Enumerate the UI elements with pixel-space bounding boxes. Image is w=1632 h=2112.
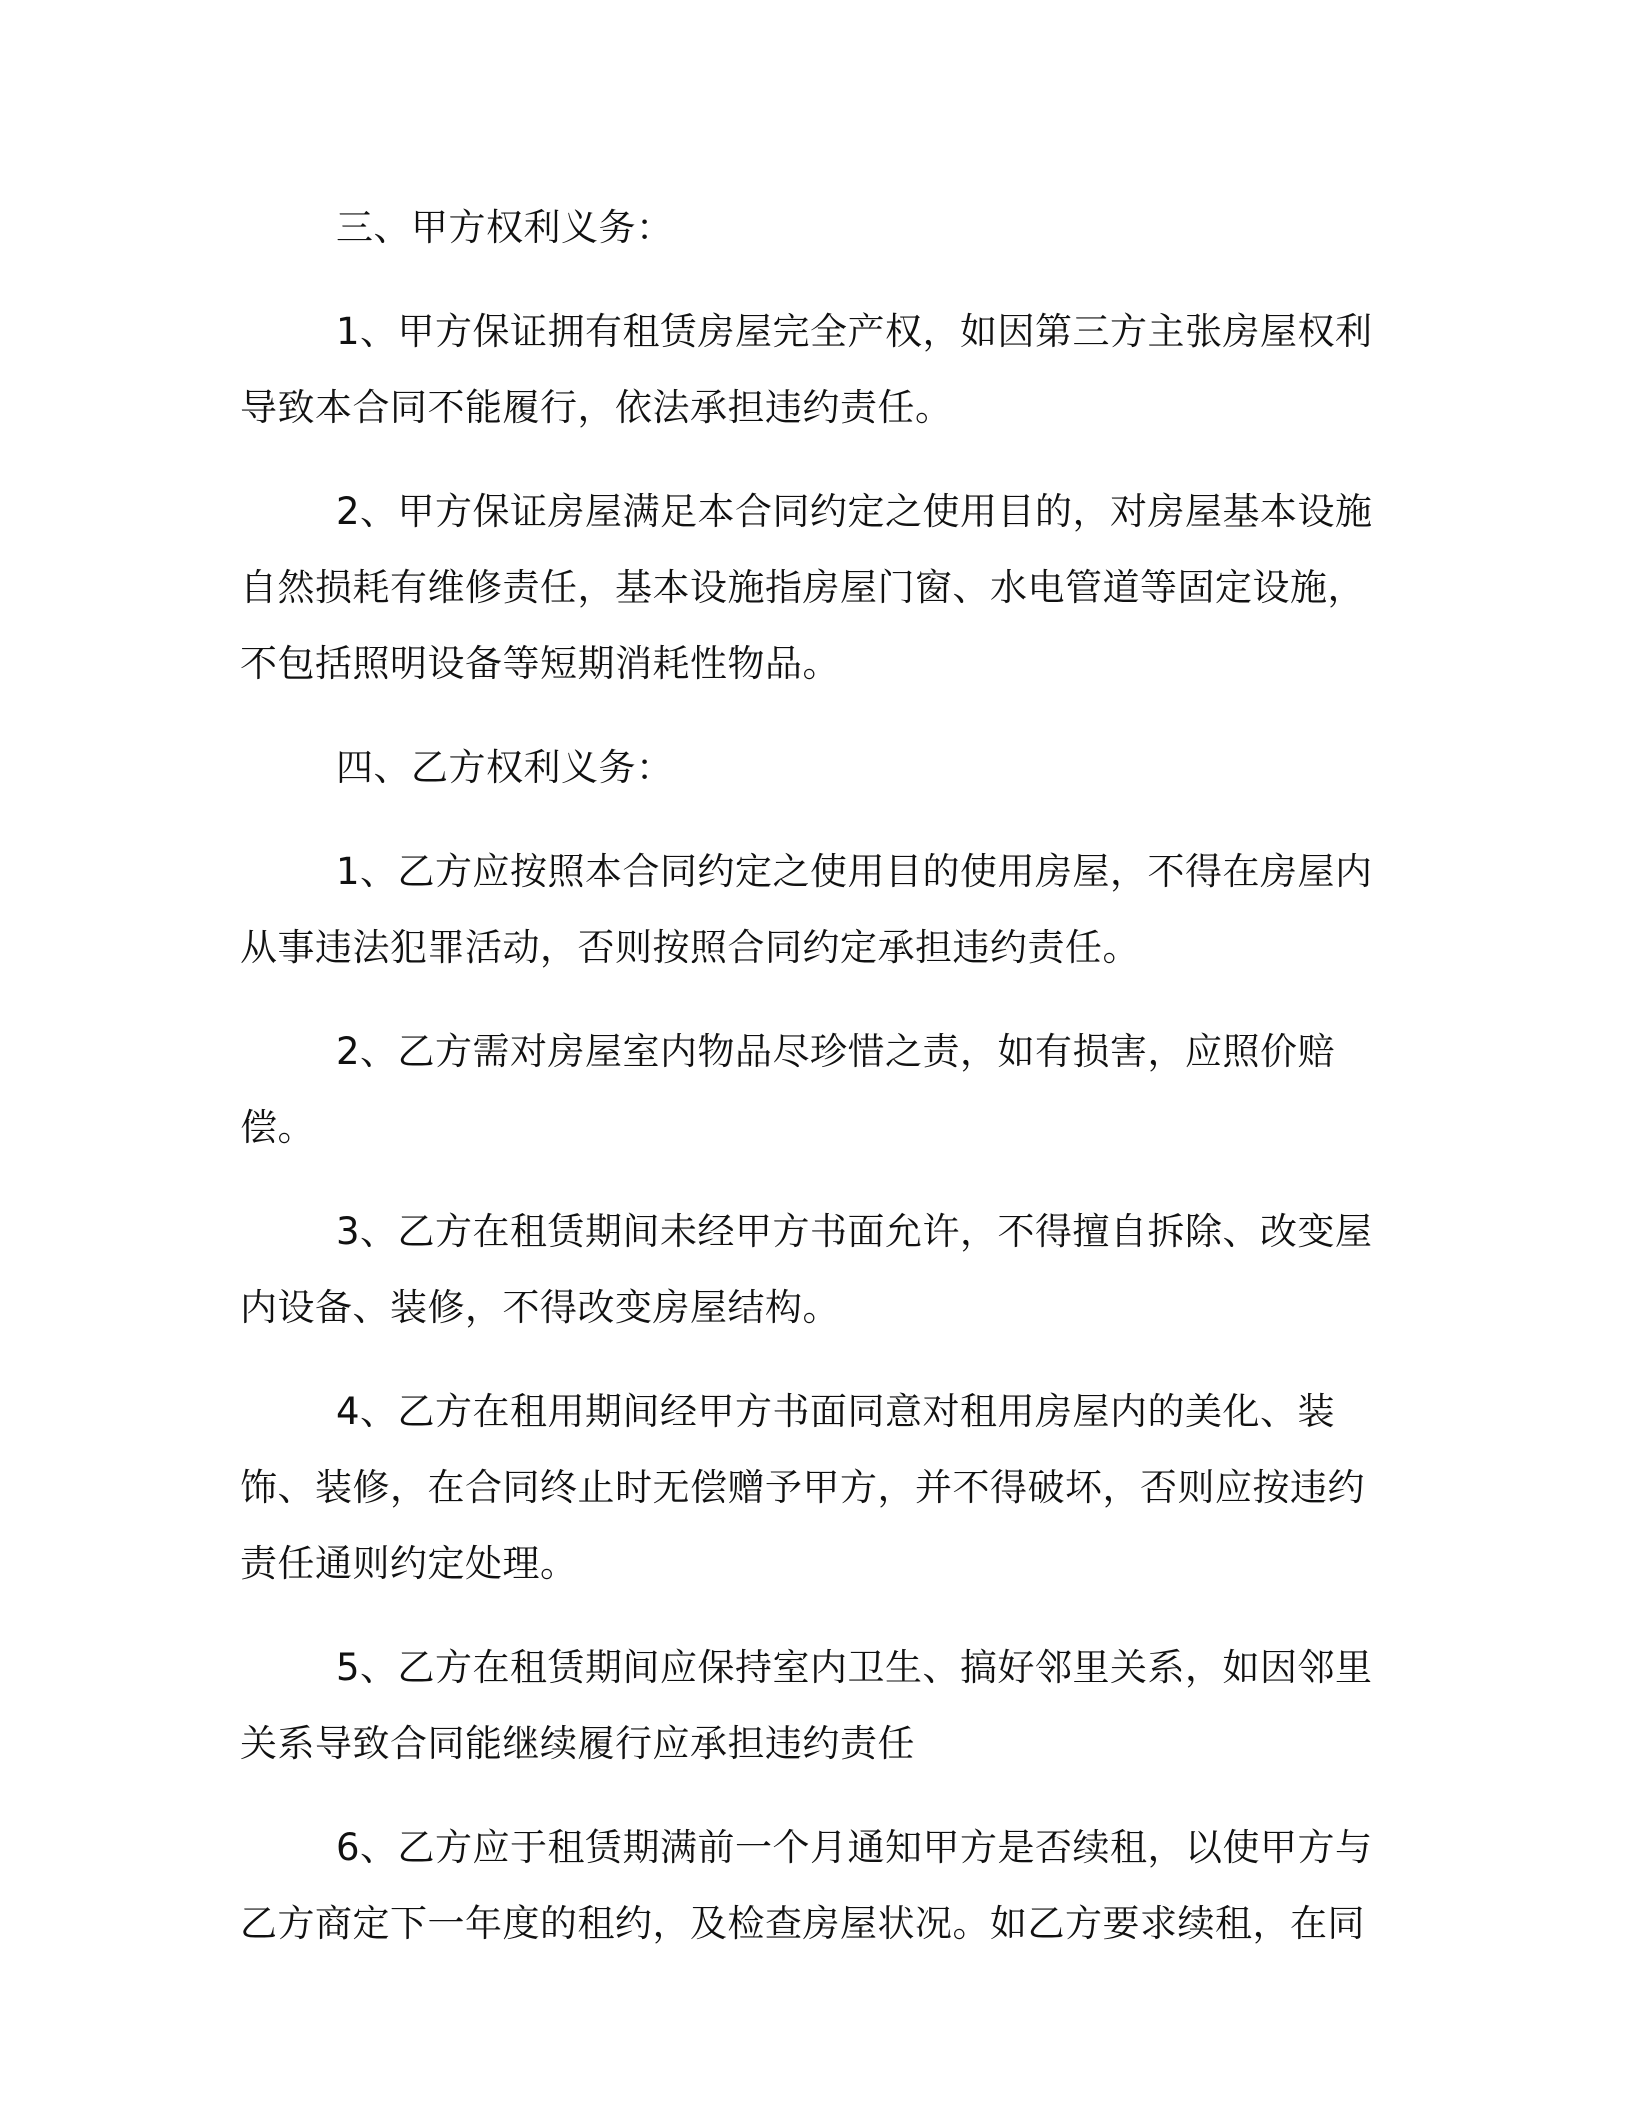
section-heading-party-a: 三、甲方权利义务： [336,206,674,249]
document-body [240,190,1390,1990]
clause-b-2: 2、乙方需对房屋室内物品尽珍惜之责，如有损害，应照价赔偿。 [240,1030,1336,1149]
clause-b-6: 6、乙方应于租赁期满前一个月通知甲方是否续租，以使甲方与乙方商定下一年度的租约，及检查房屋状况。如乙方要求续租，在同 [240,1826,1373,1945]
clause-b-5: 5、乙方在租赁期间应保持室内卫生、搞好邻里关系，如因邻里关系导致合同能继续履行应承担违约责任 [240,1646,1373,1765]
clause-b-1: 1、乙方应按照本合同约定之使用目的使用房屋，不得在房屋内从事违法犯罪活动，否则按照合同约定承担违约责任。 [240,850,1373,969]
clause-b-4: 4、乙方在租用期间经甲方书面同意对租用房屋内的美化、装饰、装修，在合同终止时无偿赠予甲方，并不得破坏，否则应按违约责任通则约定处理。 [240,1390,1365,1585]
section-heading-party-b: 四、乙方权利义务： [336,746,674,789]
clause-b-3: 3、乙方在租赁期间未经甲方书面允许，不得擅自拆除、改变屋内设备、装修，不得改变房屋结构。 [240,1210,1373,1329]
clause-a-1: 1、甲方保证拥有租赁房屋完全产权，如因第三方主张房屋权利导致本合同不能履行，依法承担违约责任。 [240,310,1373,429]
clause-a-2: 2、甲方保证房屋满足本合同约定之使用目的，对房屋基本设施自然损耗有维修责任，基本设施指房屋门窗、水电管道等固定设施，不包括照明设备等短期消耗性物品。 [240,490,1373,685]
